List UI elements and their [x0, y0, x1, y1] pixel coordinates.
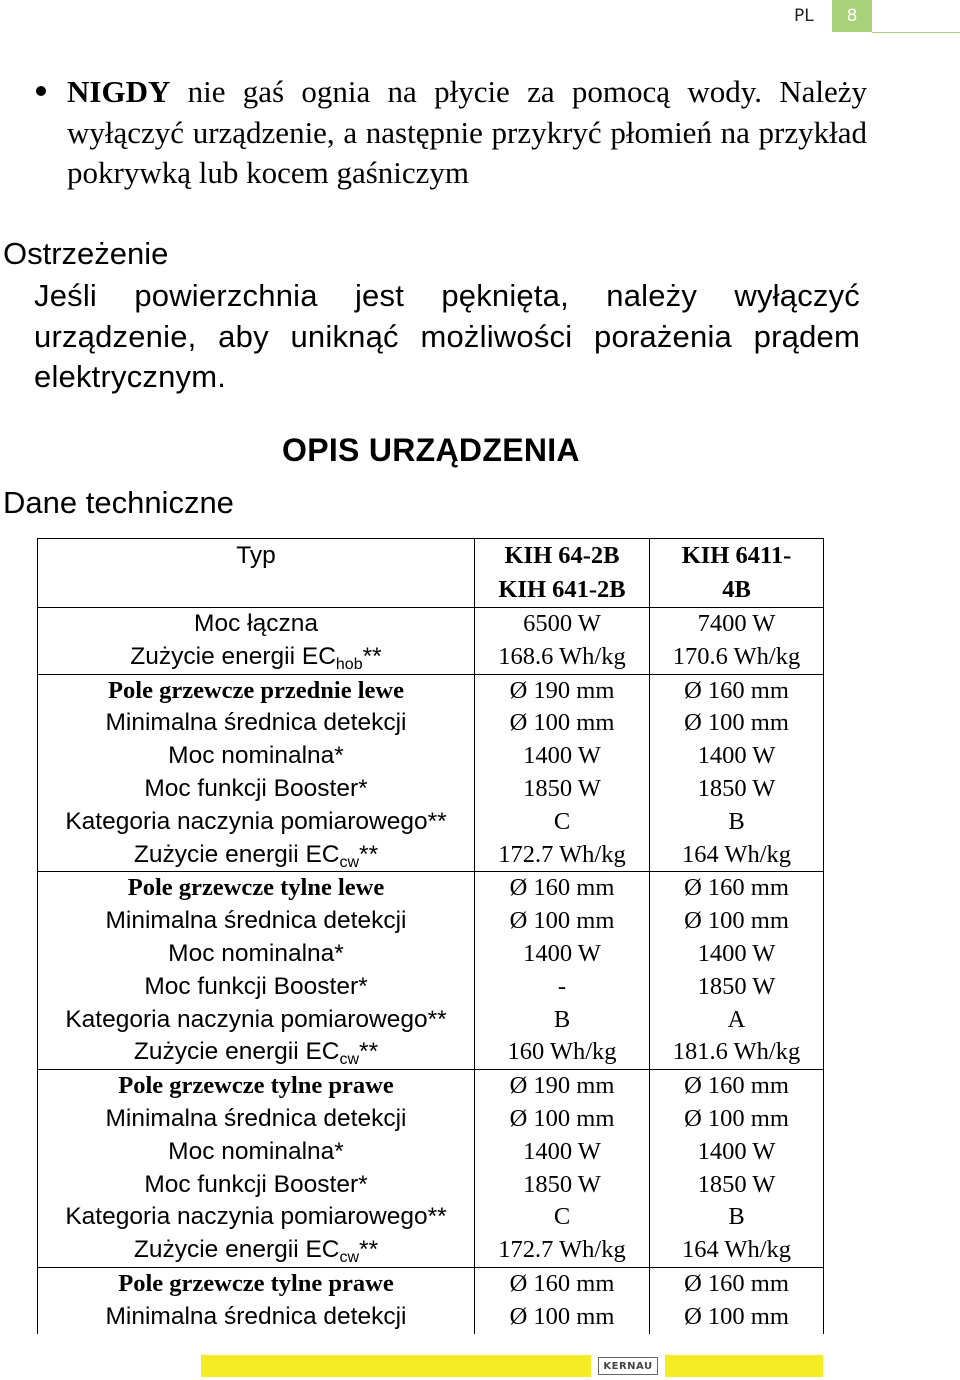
zone-value: Ø 100 mm [684, 1302, 789, 1330]
zone-label-booster: Moc funkcji Booster* [144, 1170, 368, 1198]
footer-bar-right [665, 1355, 823, 1377]
zone-values-col1 [475, 1267, 650, 1333]
zone-row [38, 1267, 824, 1333]
type-label-cell [38, 539, 475, 608]
ec-cw-label: Zużycie energii $EC_{cw}**$ [133, 1038, 379, 1069]
zone-label-category: Kategoria naczynia pomiarowego** [65, 1005, 447, 1033]
table-header-row [38, 539, 824, 608]
zone-label-booster: Moc funkcji Booster* [144, 972, 368, 1000]
zone-value: Ø 100 mm [509, 1104, 615, 1132]
zone-label-booster: Moc funkcji Booster* [144, 774, 368, 802]
zone-value: 1400 W [523, 742, 601, 770]
zone-value: Ø 160 mm [684, 1072, 789, 1100]
zone-value: B [728, 807, 745, 835]
zone-value: - [557, 972, 567, 1000]
general-col2: 7400 W 170.6 Wh/kg [650, 608, 824, 675]
model-col1-line1: KIH 64-2B [504, 542, 620, 569]
zone-labels [38, 872, 475, 1070]
ec-cw-label: Zużycie energii $EC_{cw}**$ [133, 1236, 379, 1267]
model-col2-line2: 4B [722, 576, 751, 603]
zone-title: Pole grzewcze tylne prawe [118, 1072, 394, 1100]
general-row [38, 608, 824, 675]
zone-value: 1850 W [697, 774, 776, 802]
zone-label-nominal: Moc nominalna* [168, 1137, 344, 1165]
zone-value: C [553, 807, 571, 835]
total-power-label: Moc łączna [194, 610, 318, 637]
zone-value: Ø 160 mm [684, 1269, 789, 1297]
zone-value: 1850 W [697, 972, 776, 1000]
ec-cw-label: Zużycie energii $EC_{cw}**$ [133, 840, 379, 871]
zone-title: Pole grzewcze przednie lewe [108, 676, 404, 704]
zone-value: 172.7 Wh/kg [498, 1236, 626, 1264]
zone-value: C [553, 1203, 571, 1231]
zone-value: Ø 160 mm [509, 1269, 615, 1297]
zone-values-col2 [650, 1070, 824, 1268]
zone-labels [38, 674, 475, 872]
zone-value: Ø 100 mm [509, 907, 615, 935]
zone-values-col1 [475, 1070, 650, 1268]
bullet-bold-word: NIGDY [67, 74, 171, 109]
zone-value: Ø 160 mm [509, 874, 615, 902]
zone-values-col2 [650, 872, 824, 1070]
bullet-icon [36, 86, 46, 96]
zone-value: Ø 100 mm [509, 709, 615, 737]
zone-label-category: Kategoria naczynia pomiarowego** [65, 1203, 447, 1231]
zone-value: 164 Wh/kg [681, 1236, 792, 1264]
zone-value: Ø 160 mm [684, 676, 789, 704]
model-col1-header [475, 539, 650, 608]
model-col1-line2: KIH 641-2B [498, 576, 626, 603]
zone-value: 1400 W [697, 1137, 776, 1165]
zone-value: Ø 160 mm [684, 874, 789, 902]
zone-label-min-diameter: Minimalna średnica detekcji [105, 709, 407, 737]
zone-values-col1 [475, 674, 650, 872]
zone-label-nominal: Moc nominalna* [168, 742, 344, 770]
warning-title: Ostrzeżenie [3, 236, 169, 271]
language-code: PL [794, 6, 814, 26]
bullet-text [67, 72, 867, 194]
page-number: 8 [832, 0, 872, 32]
zone-labels [38, 1267, 475, 1333]
zone-label-nominal: Moc nominalna* [168, 939, 344, 967]
subsection-title: Dane techniczne [3, 485, 234, 520]
zone-values-col2 [650, 674, 824, 872]
zone-labels [38, 1070, 475, 1268]
zone-value: 1850 W [697, 1170, 776, 1198]
zone-value: B [728, 1203, 745, 1231]
zone-row [38, 1070, 824, 1268]
zone-title: Pole grzewcze tylne prawe [118, 1269, 394, 1297]
zone-value: 1400 W [523, 1137, 601, 1165]
footer-bar-left [201, 1355, 591, 1377]
zone-label-category: Kategoria naczynia pomiarowego** [65, 807, 447, 835]
zone-values-col2 [650, 1267, 824, 1333]
zone-label-min-diameter: Minimalna średnica detekcji [105, 1104, 407, 1132]
zone-value: 1850 W [523, 774, 601, 802]
zone-value: Ø 100 mm [684, 907, 789, 935]
zone-row [38, 674, 824, 872]
zone-value: A [727, 1005, 746, 1033]
zone-row [38, 872, 824, 1070]
zone-values-col1 [475, 872, 650, 1070]
kernau-logo: KERNAU [598, 1357, 658, 1375]
zone-value: Ø 190 mm [509, 1072, 615, 1100]
zone-value: B [553, 1005, 571, 1033]
general-col1: 6500 W 168.6 Wh/kg [475, 608, 650, 675]
model-col2-header [650, 539, 824, 608]
zone-value: 172.7 Wh/kg [498, 840, 626, 868]
zone-value: 1400 W [523, 939, 601, 967]
zone-value: Ø 190 mm [509, 676, 615, 704]
zone-value: 160 Wh/kg [507, 1038, 617, 1066]
zone-title: Pole grzewcze tylne lewe [127, 874, 385, 902]
bullet-body: nie gaś ognia na płycie za pomocą wody. Należy wyłączyć urządzenie, a następnie przykryć płomień na przykład pokrywką lub kocem gaśniczym [67, 74, 867, 190]
ec-hob-label: Zużycie energii $EC_{hob}**$ [130, 642, 382, 673]
zone-label-min-diameter: Minimalna średnica detekcji [105, 1302, 407, 1330]
type-label: Typ [236, 542, 276, 569]
zone-value: Ø 100 mm [509, 1302, 615, 1330]
header-rule [872, 32, 960, 33]
zone-label-min-diameter: Minimalna średnica detekcji [105, 907, 407, 935]
general-labels [38, 608, 475, 675]
zone-value: Ø 100 mm [684, 709, 789, 737]
zone-value: 1850 W [523, 1170, 601, 1198]
zone-value: Ø 100 mm [684, 1104, 789, 1132]
zone-value: 164 Wh/kg [681, 840, 792, 868]
zone-value: 1400 W [697, 742, 776, 770]
zones-body [38, 674, 824, 1333]
spec-table [37, 538, 824, 1334]
zone-value: 181.6 Wh/kg [672, 1038, 801, 1066]
zone-value: 1400 W [697, 939, 776, 967]
model-col2-line1: KIH 6411- [681, 542, 792, 569]
warning-text: Jeśli powierzchnia jest pęknięta, należy wyłączyć urządzenie, aby uniknąć możliwości porażenia prądem elektrycznym. [34, 278, 860, 394]
section-heading: OPIS URZĄDZENIA [282, 432, 580, 468]
